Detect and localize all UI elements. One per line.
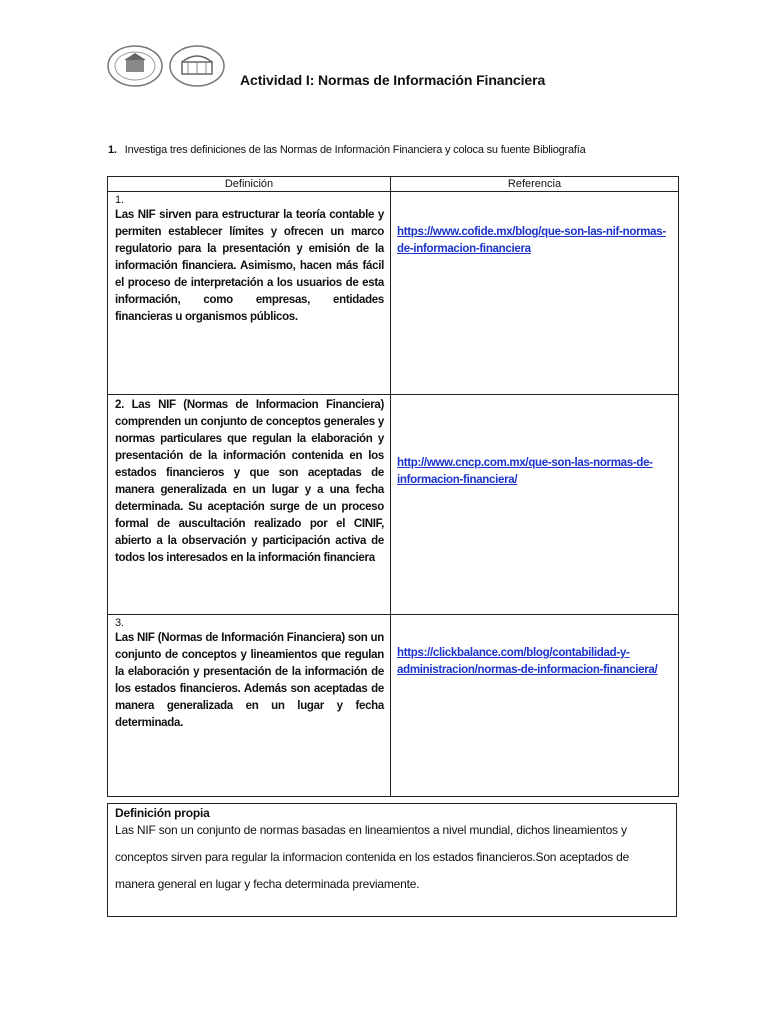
definition-text: 2. Las NIF (Normas de Informacion Financiera) comprenden un conjunto de conceptos generales y normas particulares que regulan la elaboración y presentación de la información contenida en los estados financieros y que son aceptadas de manera generalizada en un lugar y a una fecha determinada. Su aceptación surge de un proceso formal de auscultación realizado por el CINIF, abierto a la observación y participación activa de todos los interesados en la información financiera xyxy=(115,399,384,564)
definition-text: Las NIF sirven para estructurar la teoría contable y permiten establecer límites y ofrecen un marco regulatorio para la presentación y emisión de la información financiera. Asimismo, hacen más fácil el proceso de interpretación a los usuarios de esta información, como empresas, entidades financieras u organismos públicos. xyxy=(115,209,384,323)
own-definition-label: Definición propia xyxy=(115,806,210,820)
reference-cell xyxy=(391,395,679,615)
definition-column-header: Definición xyxy=(108,177,391,192)
instruction-text: Investiga tres definiciones de las Normas de Información Financiera y coloca su fuente Bibliografía xyxy=(124,144,586,156)
definition-cell xyxy=(108,395,391,615)
own-definition-text: Las NIF son un conjunto de normas basadas en lineamientos a nivel mundial, dichos lineamientos y conceptos sirven para regular la informacion contenida en los estados financieros.Son aceptados de manera general en lugar y fecha determinada previamente. xyxy=(115,823,630,891)
institution-seal-icon xyxy=(168,44,226,88)
reference-link[interactable]: https://www.cofide.mx/blog/que-son-las-nif-normas-de-informacion-financiera xyxy=(397,226,666,255)
reference-link[interactable]: http://www.cncp.com.mx/que-son-las-normas-de-informacion-financiera/ xyxy=(397,457,653,486)
definition-cell xyxy=(108,192,391,395)
page-title: Actividad I: Normas de Información Financiera xyxy=(240,72,546,88)
instruction-number: 1. xyxy=(108,144,117,156)
university-seal-icon xyxy=(106,44,164,88)
table-row xyxy=(108,192,679,395)
reference-cell xyxy=(391,192,679,395)
reference-column-header: Referencia xyxy=(391,177,679,192)
university-logos xyxy=(106,42,234,90)
definition-text: Las NIF (Normas de Información Financiera) son un conjunto de conceptos y lineamientos que regulan la elaboración y presentación de la información de los estados financieros. Además son aceptadas de manera generalizada en un lugar y fecha determinada. xyxy=(115,632,384,729)
definitions-table xyxy=(107,176,679,797)
reference-cell xyxy=(391,615,679,797)
own-definition-box xyxy=(107,803,677,917)
definition-cell xyxy=(108,615,391,797)
definition-number: 1. xyxy=(115,194,124,206)
instruction xyxy=(108,144,586,156)
definition-number: 3. xyxy=(115,617,124,629)
table-header-row xyxy=(108,177,679,192)
reference-link[interactable]: https://clickbalance.com/blog/contabilidad-y-administracion/normas-de-informacion-financiera/ xyxy=(397,647,658,676)
table-row xyxy=(108,395,679,615)
table-row xyxy=(108,615,679,797)
